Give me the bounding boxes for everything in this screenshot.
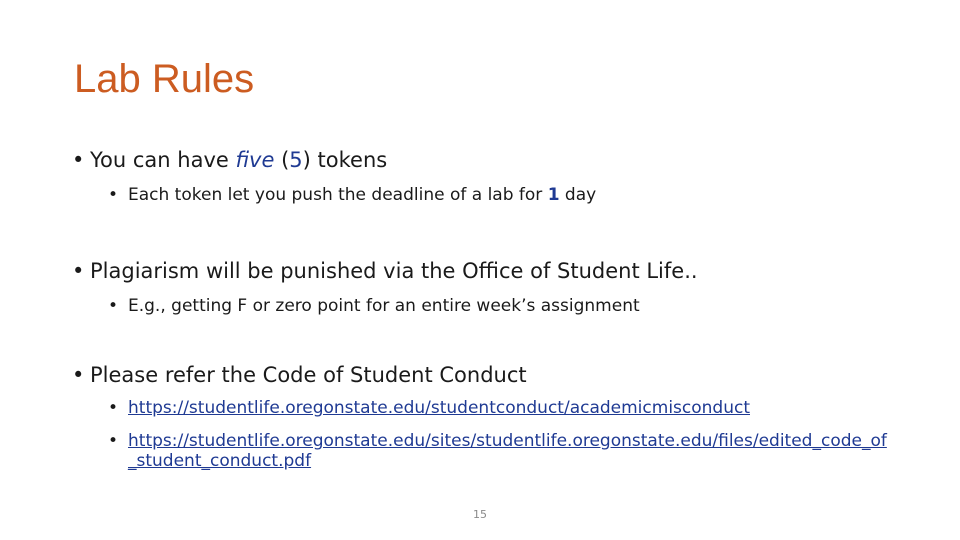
slide-title: Lab Rules bbox=[74, 57, 255, 101]
page-number: 15 bbox=[473, 508, 487, 521]
tokens-emphasis-five: five bbox=[235, 148, 275, 172]
plagiarism-example-text: E.g., getting F or zero point for an entire week’s assignment bbox=[128, 296, 640, 316]
sub-bullet-plagiarism-example bbox=[108, 296, 640, 316]
tokens-text-paren-open: ( bbox=[274, 148, 290, 172]
token-deadline-text-before: Each token let you push the deadline of a lab for bbox=[128, 185, 548, 205]
token-deadline-text-after: day bbox=[559, 185, 597, 205]
bullet-plagiarism bbox=[72, 259, 698, 284]
sub-bullet-link-code-pdf bbox=[108, 431, 888, 472]
tokens-text-after: ) tokens bbox=[302, 148, 388, 172]
bullet-dot: • bbox=[72, 363, 85, 387]
bullet-dot: • bbox=[108, 296, 119, 316]
sub-bullet-token-deadline bbox=[108, 185, 596, 205]
tokens-text-before: You can have bbox=[90, 148, 236, 172]
bullet-dot: • bbox=[108, 431, 119, 451]
bullet-code-of-conduct bbox=[72, 363, 527, 388]
bullet-dot: • bbox=[72, 259, 85, 283]
link-academic-misconduct[interactable]: https://studentlife.oregonstate.edu/studentconduct/academicmisconduct bbox=[128, 398, 750, 418]
link-code-of-conduct-pdf[interactable]: https://studentlife.oregonstate.edu/sites/studentlife.oregonstate.edu/files/edited_code_of_student_conduct.pdf bbox=[128, 431, 887, 472]
sub-bullet-link-academic-misconduct bbox=[108, 398, 750, 418]
code-of-conduct-text: Please refer the Code of Student Conduct bbox=[90, 363, 527, 387]
bullet-dot: • bbox=[108, 398, 119, 418]
token-deadline-number: 1 bbox=[547, 185, 560, 205]
bullet-dot: • bbox=[108, 185, 119, 205]
tokens-number: 5 bbox=[289, 148, 303, 172]
bullet-tokens bbox=[72, 148, 387, 173]
bullet-dot: • bbox=[72, 148, 85, 172]
plagiarism-text: Plagiarism will be punished via the Office of Student Life.. bbox=[90, 259, 698, 283]
